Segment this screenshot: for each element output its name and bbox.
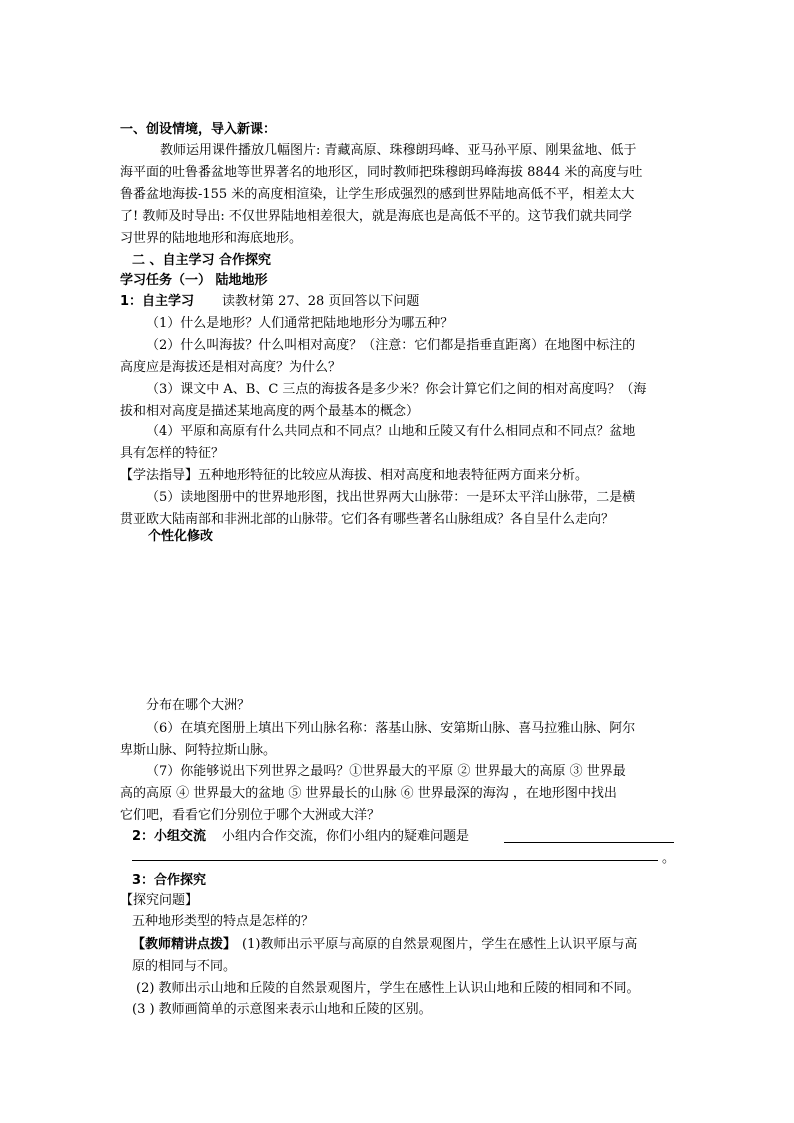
question-5-line-1: （5）读地图册中的世界地形图，找出世界两大山脉带：一是环太平洋山脉带，二是横	[146, 490, 636, 505]
question-7-line-1: （7）你能够说出下列世界之最吗？①世界最大的平原 ② 世界最大的高原 ③ 世界最	[146, 764, 626, 779]
question-7-line-2: 高的高原 ④ 世界最大的盆地 ⑤ 世界最长的山脉 ⑥ 世界最深的海沟 ，在地形图中找出	[120, 786, 617, 801]
question-3-line-2: 拔和相对高度是描述某地高度的两个最基本的概念）	[120, 404, 420, 419]
section1-heading: 一、创设情境，导入新课：	[120, 122, 277, 137]
question-1: （1）什么是地形？人们通常把陆地地形分为哪五种？	[146, 316, 454, 331]
question-3-line-1: （3）课文中 A、B、C 三点的海拔各是多少米？你会计算它们之间的相对高度吗？（海	[146, 382, 647, 397]
teacher-point-1-line-1	[132, 934, 637, 955]
question-4-line-2: 具有怎样的特征？	[120, 446, 225, 461]
section1-line-2: 海平面的吐鲁番盆地等世界著名的地形区，同时教师把珠穆朗玛峰海拔 8844 米的高度与吐	[120, 165, 643, 180]
inquiry-question: 五种地形类型的特点是怎样的？	[132, 914, 315, 929]
section1-line-5: 习世界的陆地地形和海底地形。	[120, 231, 303, 246]
self-study-label: 1：自主学习	[120, 294, 195, 309]
question-7-line-3: 它们吧，看看它们分别位于哪个大洲或大洋？	[120, 808, 381, 823]
teacher-point-3: (3 ) 教师画简单的示意图来表示山地和丘陵的区别。	[132, 1002, 432, 1017]
question-6-line-1: （6）在填充图册上填出下列山脉名称：落基山脉、安第斯山脉、喜马拉雅山脉、阿尔	[146, 721, 636, 736]
self-study-line	[120, 291, 419, 312]
question-2-line-1: （2）什么叫海拔？什么叫相对高度？（注意：它们都是指垂直距离）在地图中标注的	[146, 338, 636, 353]
answer-period: 。	[662, 851, 676, 866]
question-2-line-2: 高度应是海拔还是相对高度？为什么？	[120, 360, 342, 375]
section2-heading: 二 、自主学习 合作探究	[132, 253, 272, 268]
section1-line-4: 了! 教师及时导出: 不仅世界陆地相差很大，就是海底也是高低不平的。这节我们就共同学	[120, 209, 632, 224]
question-5-line-2: 贯亚欧大陆南部和非洲北部的山脉带。它们各有哪些著名山脉组成？各自呈什么走向？	[120, 512, 615, 527]
personal-edit-label: 个性化修改	[148, 529, 214, 544]
teacher-point-1-text: (1)教师出示平原与高原的自然景观图片，学生在感性上认识平原与高	[242, 937, 638, 952]
group-exchange-line	[132, 826, 469, 847]
teacher-point-1-line-2: 原的相同与不同。	[132, 959, 237, 974]
group-exchange-label: 2：小组交流	[132, 829, 207, 844]
section1-line-1: 教师运用课件播放几幅图片: 青藏高原、珠穆朗玛峰、亚马孙平原、刚果盆地、低于	[160, 143, 637, 158]
teacher-point-2: (2) 教师出示山地和丘陵的自然景观图片，学生在感性上认识山地和丘陵的相同和不同。	[136, 981, 640, 996]
task-heading: 学习任务（一） 陆地地形	[120, 273, 268, 288]
group-exchange-text: 小组内合作交流，你们小组内的疑难问题是	[222, 829, 470, 844]
teacher-guidance-heading: 【教师精讲点拨】	[132, 937, 237, 952]
question-5-continued: 分布在哪个大洲？	[146, 698, 251, 713]
self-study-text: 读教材第 27、28 页回答以下问题	[222, 294, 420, 309]
answer-blank-line-1[interactable]	[504, 842, 674, 843]
inquiry-heading: 【探究问题】	[120, 893, 199, 908]
question-4-line-1: （4）平原和高原有什么共同点和不同点？山地和丘陵又有什么相同点和不同点？盆地	[146, 424, 636, 439]
answer-blank-line-2[interactable]	[132, 860, 658, 861]
cooperative-inquiry-label: 3：合作探究	[132, 873, 207, 888]
question-6-line-2: 卑斯山脉、阿特拉斯山脉。	[120, 743, 277, 758]
section1-line-3: 鲁番盆地海拔-155 米的高度相渲染，让学生形成强烈的感到世界陆地高低不平，相差太大	[120, 187, 635, 202]
method-guide: 【学法指导】五种地形特征的比较应从海拔、相对高度和地表特征两方面来分析。	[120, 468, 589, 483]
